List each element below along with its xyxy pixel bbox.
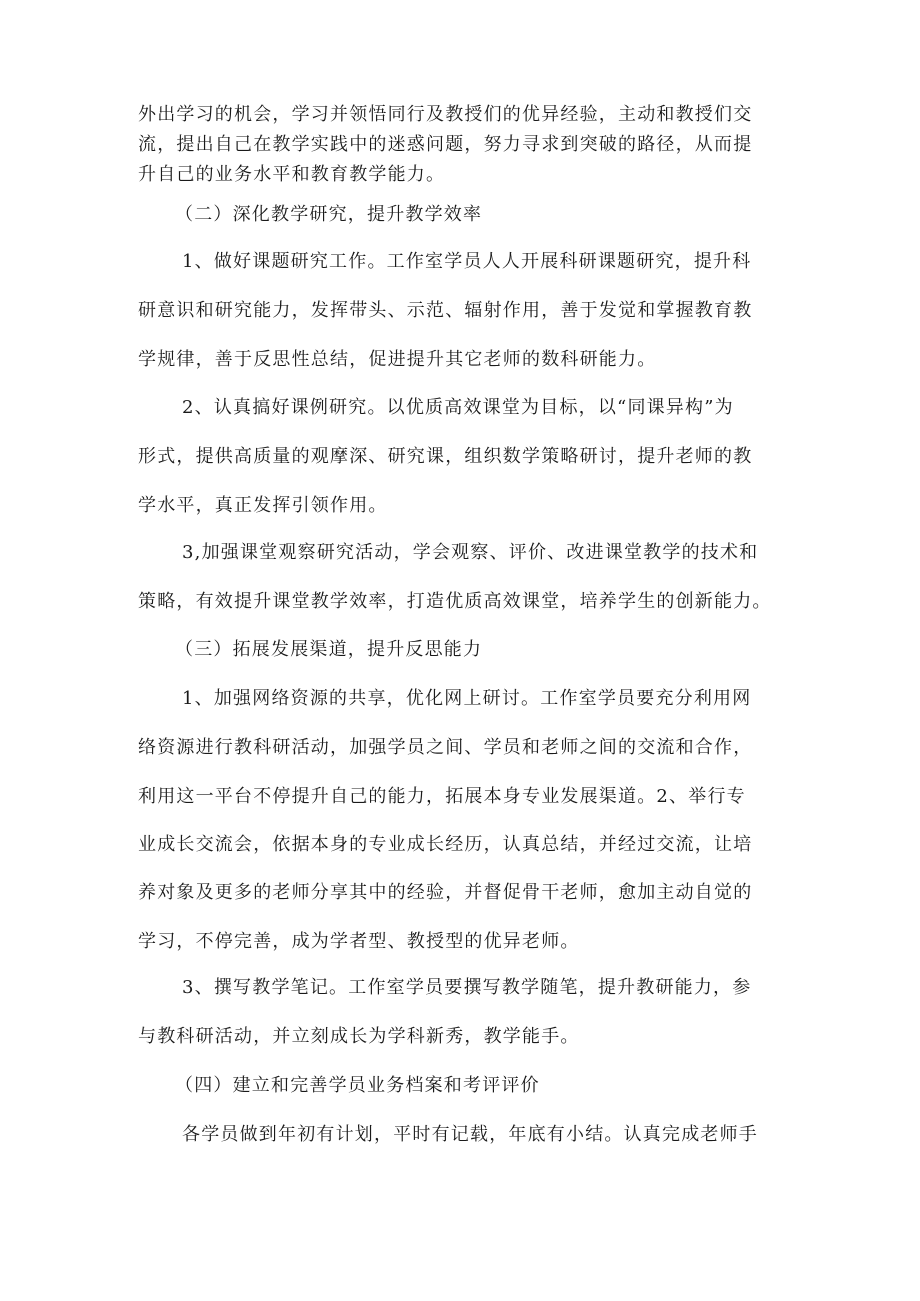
text-line: 策略，有效提升课堂教学效率，打造优质高效课堂，培养学生的创新能力。 xyxy=(138,591,772,612)
heading-text: （二）深化教学研究，提升教学效率 xyxy=(175,204,483,225)
text-line: 外出学习的机会，学习并领悟同行及教授们的优异经验，主动和教授们交 xyxy=(138,104,753,125)
heading-text: （四）建立和完善学员业务档案和考评评价 xyxy=(175,1075,540,1096)
text-line: 利用这一平台不停提升自己的能力，拓展本身专业发展渠道。2、举行专 xyxy=(138,786,746,807)
text-line: 流，提出自己在教学实践中的迷惑问题，努力寻求到突破的路径，从而提 xyxy=(138,134,753,155)
text-line: 络资源进行教科研活动，加强学员之间、学员和老师之间的交流和合作， xyxy=(138,737,753,758)
text-line: 业成长交流会，依据本身的专业成长经历，认真总结，并经过交流，让培 xyxy=(138,834,753,855)
text-line: 3、撰写教学笔记。工作室学员要撰写教学随笔，提升教研能力，参 xyxy=(182,977,752,998)
text-line: 1、做好课题研究工作。工作室学员人人开展科研课题研究，提升科 xyxy=(182,251,752,272)
text-line: 学水平，真正发挥引领作用。 xyxy=(138,495,388,516)
text-line: 与教科研活动，并立刻成长为学科新秀，教学能手。 xyxy=(138,1026,580,1047)
text-line: 学习，不停完善，成为学者型、教授型的优异老师。 xyxy=(138,931,580,952)
text-line: 1、加强网络资源的共享，优化网上研讨。工作室学员要充分利用网 xyxy=(182,688,752,709)
text-line: 各学员做到年初有计划，平时有记载，年底有小结。认真完成老师手 xyxy=(182,1124,758,1145)
text-line: 升自己的业务水平和教育教学能力。 xyxy=(138,164,446,185)
text-line: 研意识和研究能力，发挥带头、示范、辐射作用，善于发觉和掌握教育教 xyxy=(138,300,753,321)
text-line: 养对象及更多的老师分享其中的经验，并督促骨干老师，愈加主动自觉的 xyxy=(138,882,753,903)
text-line: 学规律，善于反思性总结，促进提升其它老师的数科研能力。 xyxy=(138,349,657,370)
heading-text: （三）拓展发展渠道，提升反思能力 xyxy=(175,639,483,660)
text-line: 形式，提供高质量的观摩深、研究课，组织数学策略研讨，提升老师的教 xyxy=(138,446,753,467)
text-line: 3,加强课堂观察研究活动，学会观察、评价、改进课堂教学的技术和 xyxy=(182,542,759,563)
text-line: 2、认真搞好课例研究。以优质高效课堂为目标，以“同课异构”为 xyxy=(182,397,734,418)
